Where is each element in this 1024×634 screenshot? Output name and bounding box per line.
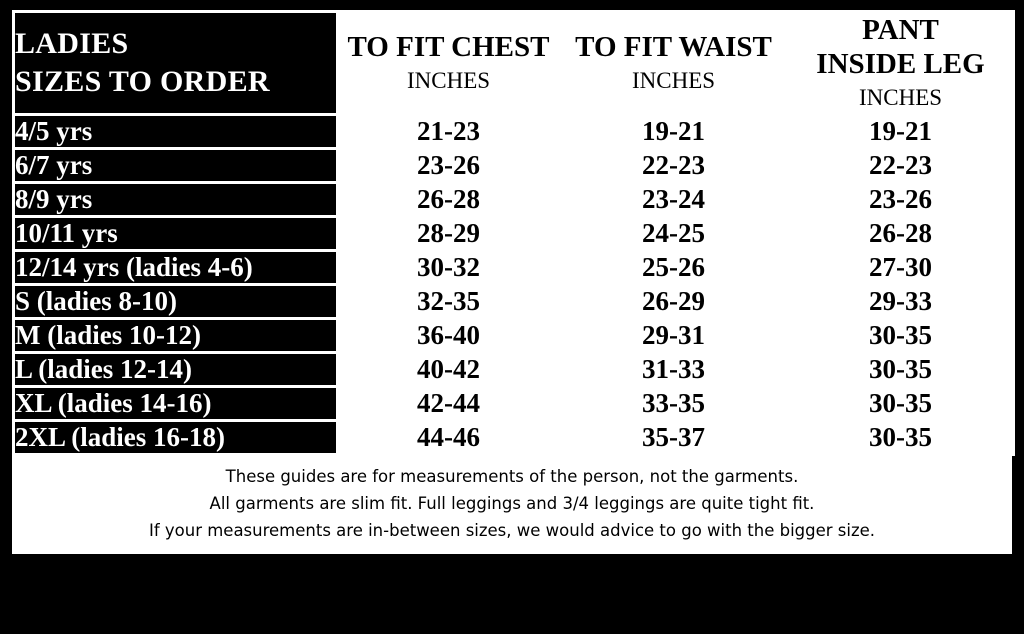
row-inseam-value: 30-35 xyxy=(788,387,1014,421)
row-waist-value: 33-35 xyxy=(560,387,788,421)
row-size-label: XL (ladies 14-16) xyxy=(14,387,338,421)
header-row xyxy=(14,12,1014,115)
row-waist-value: 24-25 xyxy=(560,217,788,251)
header-cell-sizes xyxy=(14,12,338,115)
header-cell-chest xyxy=(338,12,560,115)
row-waist-value: 31-33 xyxy=(560,353,788,387)
header-chest-unit: INCHES xyxy=(406,68,491,94)
notes-block xyxy=(12,456,1012,554)
table-row xyxy=(14,251,1014,285)
header-inseam-title-line-1: PANT xyxy=(862,14,939,46)
row-inseam-value: 22-23 xyxy=(788,149,1014,183)
header-label-line-1: LADIES xyxy=(15,26,129,60)
table-header xyxy=(14,12,1014,115)
row-size-label: 10/11 yrs xyxy=(14,217,338,251)
row-chest-value: 28-29 xyxy=(338,217,560,251)
table-row xyxy=(14,183,1014,217)
note-line: If your measurements are in-between sizes, we would advice to go with the bigger size. xyxy=(148,520,876,540)
row-chest-value: 23-26 xyxy=(338,149,560,183)
header-waist-unit: INCHES xyxy=(631,68,716,94)
table-row xyxy=(14,149,1014,183)
row-size-label: 8/9 yrs xyxy=(14,183,338,217)
table-row xyxy=(14,353,1014,387)
row-waist-value: 19-21 xyxy=(560,115,788,149)
table-row xyxy=(14,319,1014,353)
row-inseam-value: 27-30 xyxy=(788,251,1014,285)
header-cell-waist xyxy=(560,12,788,115)
row-chest-value: 42-44 xyxy=(338,387,560,421)
table-body xyxy=(14,115,1014,455)
note-line: These guides are for measurements of the person, not the garments. xyxy=(225,467,799,487)
row-inseam-value: 30-35 xyxy=(788,421,1014,455)
table-row xyxy=(14,285,1014,319)
row-waist-value: 26-29 xyxy=(560,285,788,319)
row-waist-value: 35-37 xyxy=(560,421,788,455)
row-chest-value: 21-23 xyxy=(338,115,560,149)
header-chest-title: TO FIT CHEST xyxy=(347,31,550,64)
size-chart-table xyxy=(12,10,1015,456)
row-chest-value: 30-32 xyxy=(338,251,560,285)
header-label-line-2: SIZES TO ORDER xyxy=(15,65,270,99)
row-size-label: S (ladies 8-10) xyxy=(14,285,338,319)
row-size-label: 2XL (ladies 16-18) xyxy=(14,421,338,455)
row-chest-value: 40-42 xyxy=(338,353,560,387)
header-waist-title: TO FIT WAIST xyxy=(575,31,772,64)
row-inseam-value: 29-33 xyxy=(788,285,1014,319)
row-chest-value: 32-35 xyxy=(338,285,560,319)
row-inseam-value: 30-35 xyxy=(788,353,1014,387)
header-inseam-unit: INCHES xyxy=(858,85,943,111)
size-guide-sheet xyxy=(0,10,1024,634)
row-inseam-value: 26-28 xyxy=(788,217,1014,251)
row-waist-value: 25-26 xyxy=(560,251,788,285)
row-size-label: 12/14 yrs (ladies 4-6) xyxy=(14,251,338,285)
note-line: All garments are slim fit. Full leggings and 3/4 leggings are quite tight fit. xyxy=(209,494,815,514)
row-inseam-value: 19-21 xyxy=(788,115,1014,149)
table-row xyxy=(14,115,1014,149)
row-waist-value: 23-24 xyxy=(560,183,788,217)
row-waist-value: 22-23 xyxy=(560,149,788,183)
row-size-label: M (ladies 10-12) xyxy=(14,319,338,353)
row-waist-value: 29-31 xyxy=(560,319,788,353)
header-inseam-title-line-2: INSIDE LEG xyxy=(816,48,985,81)
row-inseam-value: 30-35 xyxy=(788,319,1014,353)
row-size-label: 6/7 yrs xyxy=(14,149,338,183)
table-row xyxy=(14,421,1014,455)
row-size-label: 4/5 yrs xyxy=(14,115,338,149)
table-row xyxy=(14,387,1014,421)
row-size-label: L (ladies 12-14) xyxy=(14,353,338,387)
row-inseam-value: 23-26 xyxy=(788,183,1014,217)
table-row xyxy=(14,217,1014,251)
row-chest-value: 26-28 xyxy=(338,183,560,217)
row-chest-value: 44-46 xyxy=(338,421,560,455)
header-cell-inseam xyxy=(788,12,1014,115)
row-chest-value: 36-40 xyxy=(338,319,560,353)
